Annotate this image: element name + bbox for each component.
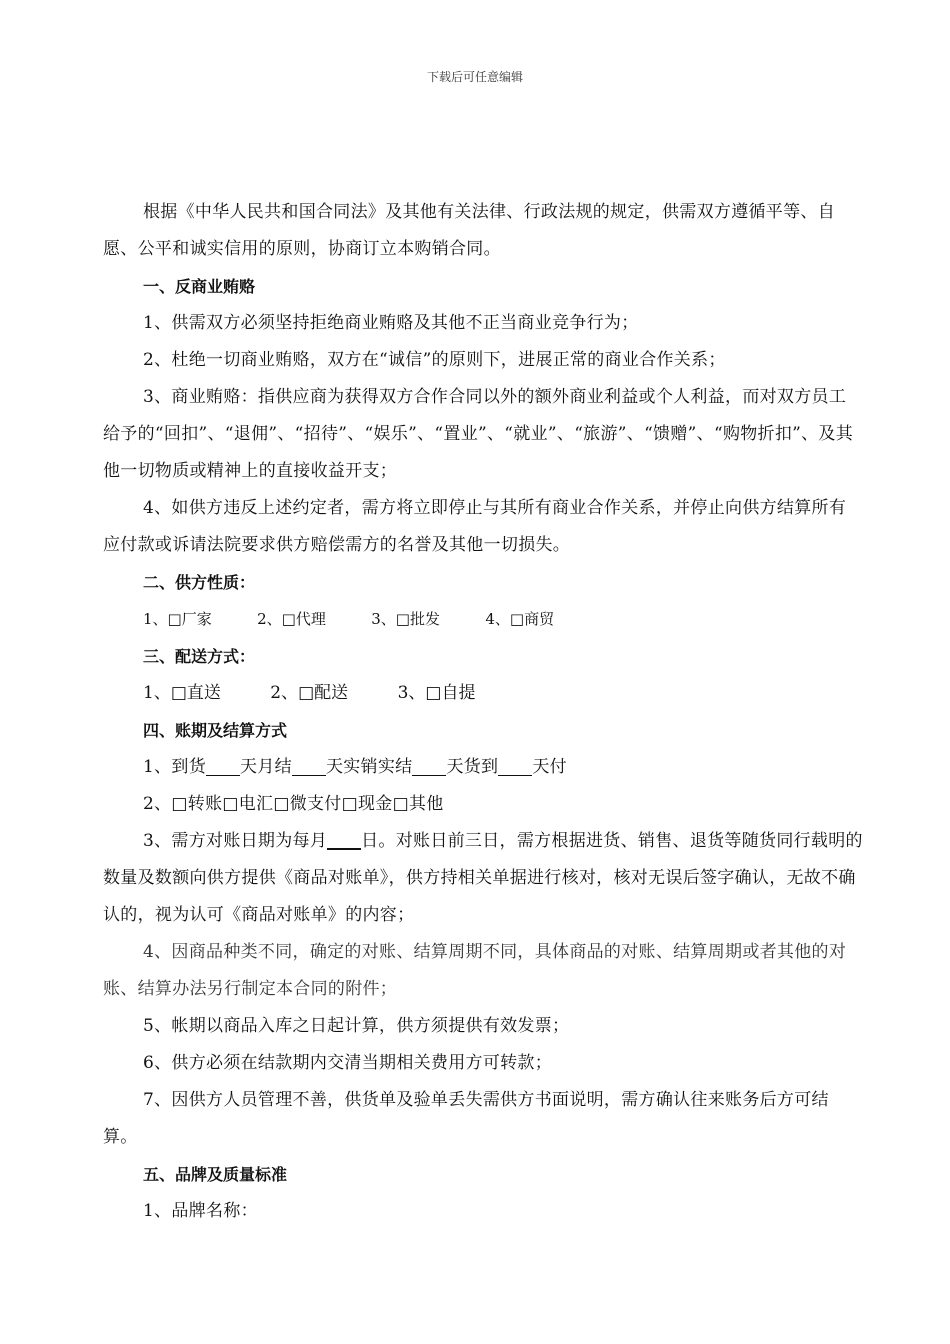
payment-term-actual-sales: 天实销实结 <box>325 757 413 777</box>
blank-field[interactable] <box>292 757 326 776</box>
section-4-item-6: 6、供方必须在结款期内交清当期相关费用方可转款； <box>143 1053 553 1073</box>
section-4-item-2: 2、□转账□电汇□微支付□现金□其他 <box>143 794 444 814</box>
section-1-title: 一、反商业贿赂 <box>143 277 256 296</box>
option-trading[interactable]: 4、□商贸 <box>485 610 555 628</box>
option-distribution[interactable]: 2、□配送 <box>270 683 349 703</box>
section-2-title: 二、供方性质： <box>143 573 256 592</box>
blank-field[interactable] <box>498 757 532 776</box>
section-4-title: 四、账期及结算方式 <box>143 721 288 740</box>
blank-field[interactable] <box>412 757 446 776</box>
option-manufacturer[interactable]: 1、□厂家 <box>143 610 212 628</box>
section-4-item-3 <box>103 823 863 934</box>
section-4-item-4: 4、因商品种类不同，确定的对账、结算周期不同，具体商品的对账、结算周期或者其他的对账、结算办法另行制定本合同的附件； <box>103 942 847 999</box>
section-5-title: 五、品牌及质量标准 <box>143 1165 288 1184</box>
payment-term-on-arrival: 天货到 <box>446 757 499 777</box>
supplier-type-options <box>103 601 863 638</box>
header-note: 下载后可任意编辑 <box>426 70 523 84</box>
contract-body <box>103 194 863 1230</box>
section-1-item-4: 4、如供方违反上述约定者，需方将立即停止与其所有商业合作关系，并停止向供方结算所有应付款或诉请法院要求供方赔偿需方的名誉及其他一切损失。 <box>103 498 847 555</box>
reconciliation-date-label: 3、需方对账日期为每月 <box>143 831 328 851</box>
section-1-item-1: 1、供需双方必须坚持拒绝商业贿赂及其他不正当商业竞争行为； <box>143 313 639 333</box>
payment-term-monthly: 天月结 <box>240 757 292 777</box>
delivery-options <box>103 675 863 712</box>
section-4-item-1 <box>103 749 863 786</box>
option-self-pickup[interactable]: 3、□自提 <box>397 683 476 703</box>
section-3-title: 三、配送方式： <box>143 647 256 666</box>
option-wholesale[interactable]: 3、□批发 <box>371 610 440 628</box>
section-1-item-3: 3、商业贿赂：指供应商为获得双方合作合同以外的额外商业利益或个人利益，而对双方员工给予的“回扣”、“退佣”、“招待”、“娱乐”、“置业”、“就业”、“旅游”、“馈赠”、“购物折扣”、及其他一切物质或精神上的直接收益开支； <box>103 387 854 481</box>
section-1-item-2: 2、杜绝一切商业贿赂，双方在“诚信”的原则下，进展正常的商业合作关系； <box>143 350 726 370</box>
option-direct-delivery[interactable]: 1、□直送 <box>143 683 221 703</box>
section-5-item-1: 1、品牌名称： <box>143 1201 258 1221</box>
section-4-item-5: 5、帐期以商品入库之日起计算，供方须提供有效发票； <box>143 1016 570 1036</box>
section-4-item-7: 7、因供方人员管理不善，供货单及验单丢失需供方书面说明，需方确认往来账务后方可结算。 <box>103 1090 829 1147</box>
option-agent[interactable]: 2、□代理 <box>257 610 326 628</box>
payment-term-pay: 天付 <box>532 757 567 777</box>
blank-field[interactable] <box>327 830 361 850</box>
intro-paragraph: 根据《中华人民共和国合同法》及其他有关法律、行政法规的规定，供需双方遵循平等、自愿、公平和诚实信用的原则，协商订立本购销合同。 <box>103 202 835 259</box>
reconciliation-text: 日。对账日前三日，需方根据进货、销售、退货等随货同行载明的数量及数额向供方提供《商品对账单》，供方持相关单据进行核对，核对无误后签字确认，无故不确认的，视为认可《商品对账单》的内容； <box>103 831 863 925</box>
blank-field[interactable] <box>206 757 240 776</box>
payment-term-label: 1、到货 <box>143 757 207 777</box>
